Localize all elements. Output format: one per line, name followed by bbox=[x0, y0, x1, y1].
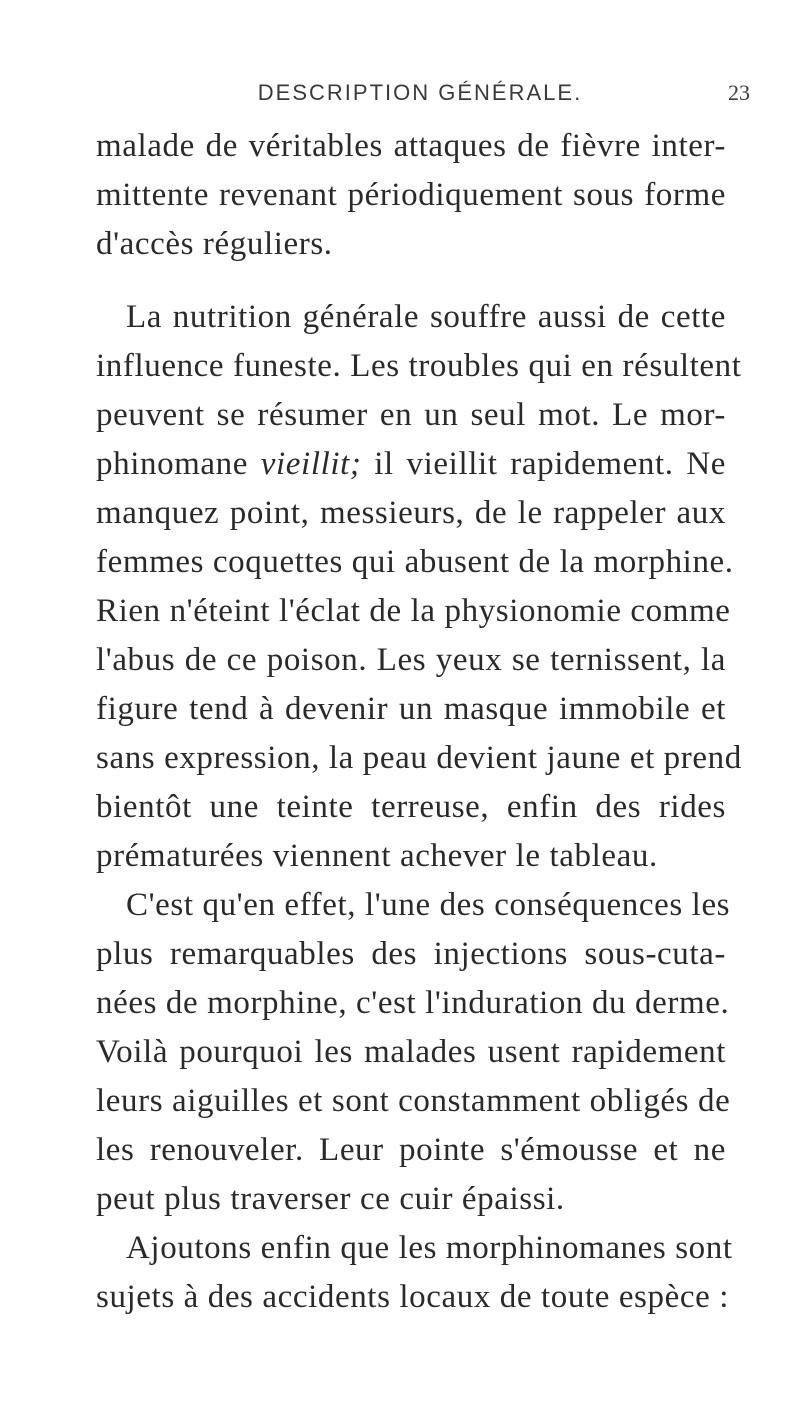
text-line: femmes coquettes qui abusent de la morphine. bbox=[96, 544, 734, 580]
text-line: figure tend à devenir un masque immobile et bbox=[96, 691, 726, 727]
text-line: sans expression, la peau devient jaune et prend bbox=[96, 740, 742, 776]
text-line: peuvent se résumer en un seul mot. Le mor- bbox=[96, 397, 726, 433]
text-line: malade de véritables attaques de fièvre inter- bbox=[96, 128, 726, 164]
text-segment: phinomane bbox=[96, 446, 249, 482]
text-line: bientôt une teinte terreuse, enfin des rides bbox=[96, 789, 726, 825]
text-line: La nutrition générale souffre aussi de cette bbox=[126, 299, 726, 335]
text-line: C'est qu'en effet, l'une des conséquences les bbox=[126, 887, 731, 923]
text-line: prématurées viennent achever le tableau. bbox=[96, 838, 658, 874]
running-title: DESCRIPTION GÉNÉRALE. bbox=[257, 80, 583, 105]
text-line: l'abus de ce poison. Les yeux se ternissent, la bbox=[96, 642, 726, 678]
text-line: sujets à des accidents locaux de toute espèce : bbox=[96, 1279, 729, 1315]
text-line: influence funeste. Les troubles qui en résultent bbox=[96, 348, 742, 384]
text-line: mittente revenant périodiquement sous forme bbox=[96, 177, 726, 213]
text-segment: il vieillit rapidement. Ne bbox=[374, 446, 726, 482]
text-line: plus remarquables des injections sous-cuta- bbox=[96, 936, 726, 972]
text-line: les renouveler. Leur pointe s'émousse et ne bbox=[96, 1132, 726, 1168]
text-line: nées de morphine, c'est l'induration du derme. bbox=[96, 985, 730, 1021]
body-text bbox=[96, 122, 742, 1322]
text-line: Rien n'éteint l'éclat de la physionomie comme bbox=[96, 593, 731, 629]
text-line: Ajoutons enfin que les morphinomanes sont bbox=[126, 1230, 733, 1266]
text-line-mixed bbox=[96, 440, 726, 489]
page-number: 23 bbox=[728, 80, 750, 105]
text-line: leurs aiguilles et sont constamment obligés de bbox=[96, 1083, 731, 1119]
text-line: manquez point, messieurs, de le rappeler aux bbox=[96, 495, 726, 531]
text-line: d'accès réguliers. bbox=[96, 226, 333, 262]
text-line: Voilà pourquoi les malades usent rapidement bbox=[96, 1034, 726, 1070]
italic-word: vieillit; bbox=[260, 446, 362, 482]
running-head bbox=[90, 80, 750, 110]
text-line: peut plus traverser ce cuir épaissi. bbox=[96, 1181, 565, 1217]
